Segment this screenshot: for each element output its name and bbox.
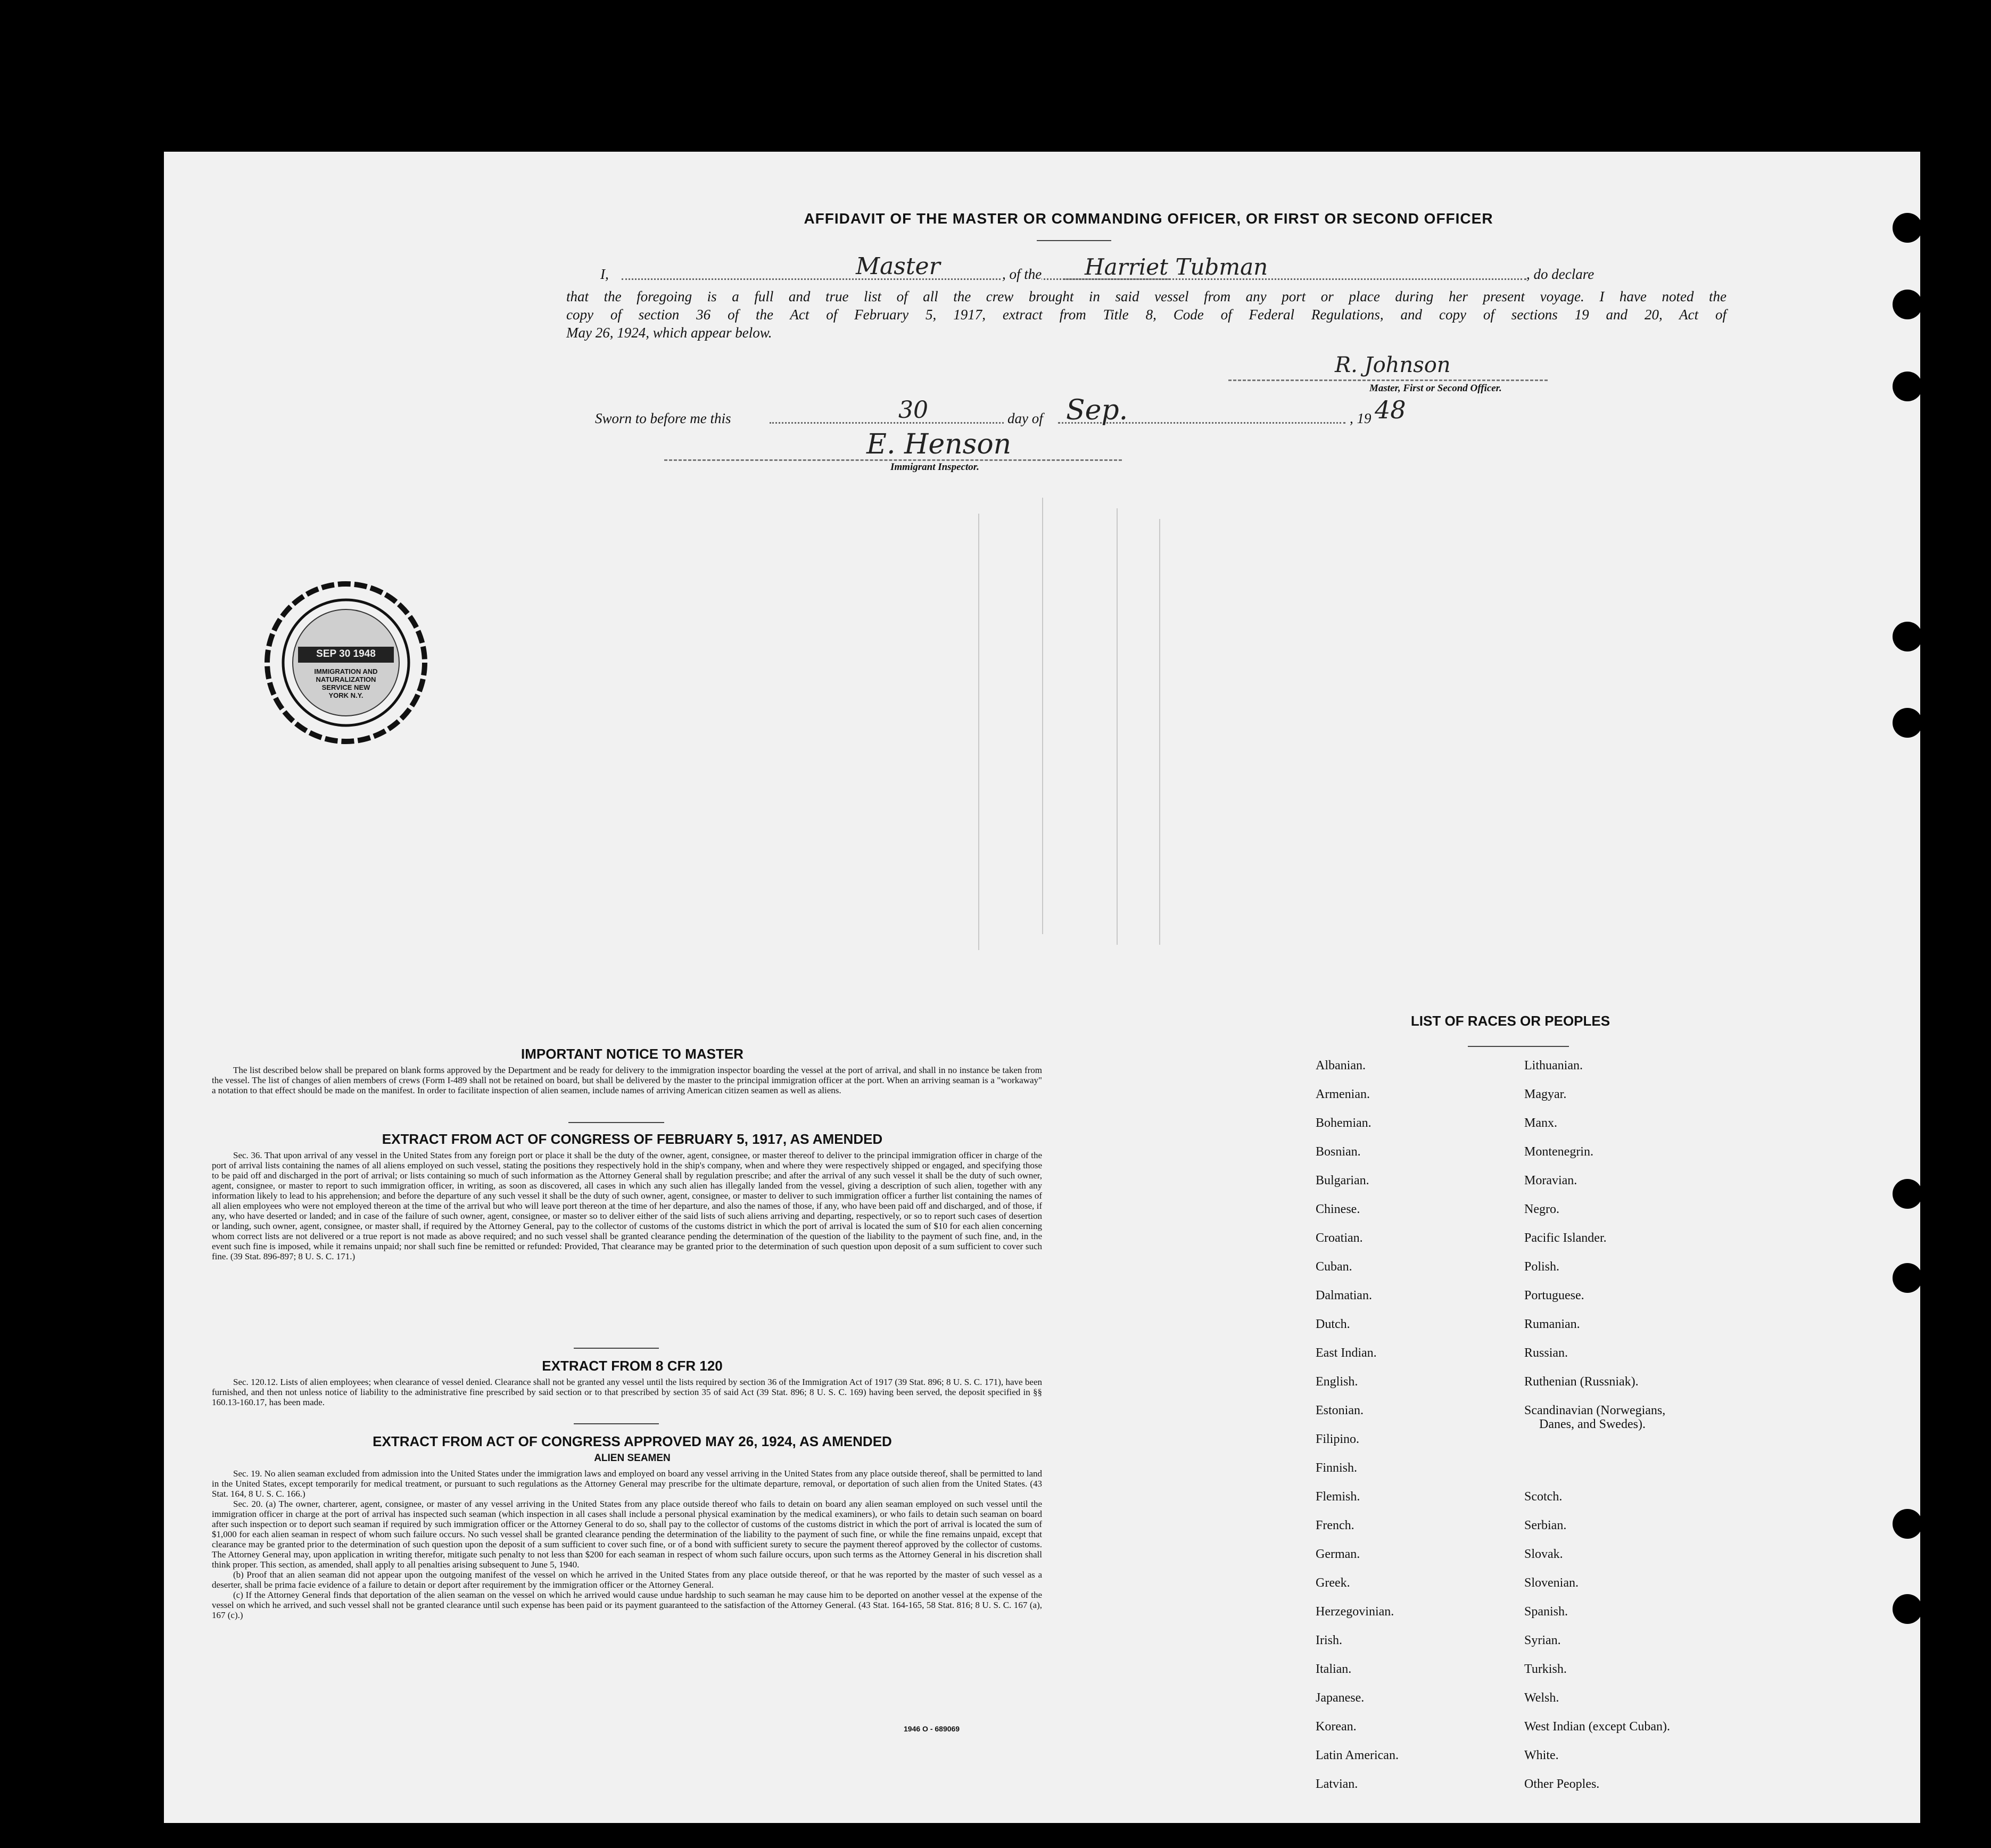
race-left-19: Greek.	[1316, 1576, 1350, 1590]
stamp-text: IMMIGRATION AND NATURALIZATION SERVICE NEW YORK N.Y.	[314, 667, 378, 699]
race-left-22: Italian.	[1316, 1662, 1352, 1676]
race-right-13-cont: Danes, and Swedes).	[1539, 1417, 1646, 1431]
race-left-16: Flemish.	[1316, 1490, 1360, 1504]
race-right-14: Scotch.	[1524, 1490, 1563, 1504]
race-right-5: Moravian.	[1524, 1174, 1577, 1187]
section-rule	[568, 1122, 664, 1123]
race-right-9: Portuguese.	[1524, 1289, 1584, 1302]
section-20a: Sec. 20. (a) The owner, charterer, agent, consignee, or master of any vessel arriving in the United States from any place outside thereof who fails to detain on board any alien seaman employed on such vessel until the immigration officer in charge at the port of arrival has inspected such seaman (which inspection in all cases shall include a personal physical examination by the medical examiners), or who fails to detain such seaman on board after such inspection or to deport such seaman if required by such immigration officer or the Attorney General to do so, shall pay to the collector of customs of the customs district in which the port of arrival is located the sum of $1,000 for each alien seaman in respect of whom such failure occurs. No such vessel shall be granted clearance pending the determination of the liability to the payment of such fine, or while the fine remains unpaid, except that clearance may be granted prior to the determination of such question upon the deposit of a sum sufficient to cover such fine, or of a bond with sufficient surety to secure the payment thereof approved by the collector of customs. The Attorney General may, upon application in writing therefor, mitigate such penalty to not less than $200 for each seaman in respect of whom such failure occurs, upon such terms as the Attorney General in his discretion shall think proper. This section, as amended, shall apply to all penalties arising subsequent to June 5, 1940.	[212, 1499, 1042, 1570]
race-right-15: Serbian.	[1524, 1519, 1567, 1532]
extract-1917-title: EXTRACT FROM ACT OF CONGRESS OF FEBRUARY 5, 1917, AS AMENDED	[382, 1131, 883, 1147]
signature-line	[1228, 380, 1548, 381]
section-20c: (c) If the Attorney General finds that deportation of the alien seaman on the vessel on which he arrived would cause undue hardship to such seaman he may cause him to be deported on another vessel at the expense of the vessel on which he arrived, and such vessel shall not be granted clearance until such expense has been paid or its payment guaranteed to the satisfaction of the Attorney General. (43 Stat. 164-165, 58 Stat. 816; 8 U. S. C. 167 (a), 167 (c).)	[212, 1590, 1042, 1620]
vessel-name-handwritten: Harriet Tubman	[1085, 254, 1268, 280]
section-20b: (b) Proof that an alien seaman did not appear upon the outgoing manifest of the vessel on which he arrived in the United States from any place outside thereof, or that he was reported by the master of such vessel as a deserter, shall be prima facie evidence of a failure to detain or deport after requirement by the immigration officer or the Attorney General.	[212, 1570, 1042, 1590]
notice-body: The list described below shall be prepared on blank forms approved by the Department and be ready for delivery to the immigration inspector boarding the vessel at the port of arrival, and shall in no instance be taken from the vessel. The list of changes of alien members of crews (Form I-489 shall not be retained on board, but shall be delivered by the master to the principal immigration officer at the port. When an arriving seaman is a "workaway" a notation to that effect should be made on the manifest. In order to facilitate inspection of alien seamen, include names of arriving American citizen seamen as well as aliens.	[212, 1065, 1042, 1095]
affidavit-body-line: May 26, 1924, which appear below.	[566, 325, 772, 341]
race-right-18: Spanish.	[1524, 1605, 1568, 1619]
day-of-label: day of	[1007, 410, 1043, 426]
race-right-16: Slovak.	[1524, 1547, 1563, 1561]
punch-hole-icon	[1893, 1179, 1922, 1209]
print-code: 1946 O - 689069	[904, 1725, 960, 1733]
race-right-6: Negro.	[1524, 1202, 1559, 1216]
extract-1924-body	[212, 1468, 1042, 1620]
year-handwritten: 48	[1375, 395, 1406, 424]
day-handwritten: 30	[898, 397, 928, 424]
race-left-21: Irish.	[1316, 1634, 1342, 1647]
race-left-25: Latin American.	[1316, 1748, 1399, 1762]
bleed-through-line	[978, 514, 979, 950]
race-right-17: Slovenian.	[1524, 1576, 1579, 1590]
race-left-9: Dalmatian.	[1316, 1289, 1372, 1302]
race-right-3: Manx.	[1524, 1116, 1557, 1130]
punch-hole-icon	[1893, 372, 1922, 401]
extract-1924-subtitle: ALIEN SEAMEN	[594, 1453, 671, 1464]
race-left-4: Bosnian.	[1316, 1145, 1361, 1159]
race-left-24: Korean.	[1316, 1720, 1357, 1734]
race-left-20: Herzegovinian.	[1316, 1605, 1394, 1619]
do-declare-label: , do declare	[1526, 266, 1595, 282]
race-left-12: English.	[1316, 1375, 1358, 1389]
punch-hole-icon	[1893, 290, 1922, 319]
bleed-through-line	[1042, 498, 1043, 934]
stamp-seal-icon	[263, 580, 428, 745]
race-left-18: German.	[1316, 1547, 1360, 1561]
race-right-4: Montenegrin.	[1524, 1145, 1593, 1159]
year-prefix: , 19	[1350, 410, 1372, 426]
race-right-12: Ruthenian (Russniak).	[1524, 1375, 1639, 1389]
race-right-21: Welsh.	[1524, 1691, 1559, 1705]
punch-hole-icon	[1893, 1509, 1922, 1539]
punch-hole-icon	[1893, 213, 1922, 243]
affidavit-body	[566, 287, 1726, 342]
affidavit-title: AFFIDAVIT OF THE MASTER OR COMMANDING OFFICER, OR FIRST OR SECOND OFFICER	[804, 210, 1493, 227]
race-left-3: Bohemian.	[1316, 1116, 1372, 1130]
race-right-22: West Indian (except Cuban).	[1524, 1720, 1670, 1734]
immigration-stamp	[263, 580, 428, 745]
bleed-through-line	[1159, 519, 1160, 945]
punch-hole-icon	[1893, 622, 1922, 651]
section-rule	[574, 1423, 659, 1424]
master-name-handwritten: Master	[856, 253, 940, 280]
race-right-8: Polish.	[1524, 1260, 1560, 1274]
of-the-label: , of the	[1002, 266, 1042, 282]
affidavit-body-line: that the foregoing is a full and true list of all the crew brought in said vessel from any port or place during her present voyage. I have noted the	[566, 288, 1726, 304]
affidavit-lead: I,	[600, 266, 609, 282]
race-left-23: Japanese.	[1316, 1691, 1365, 1705]
race-right-1: Lithuanian.	[1524, 1059, 1583, 1072]
stamp-date: SEP 30 1948	[316, 648, 376, 659]
race-right-24: Other Peoples.	[1524, 1777, 1600, 1791]
race-right-13: Scandinavian (Norwegians,	[1524, 1404, 1666, 1417]
section-19: Sec. 19. No alien seaman excluded from admission into the United States under the immigration laws and employed on board any vessel arriving in the United States from any place outside thereof, shall be permitted to land in the United States, except temporarily for medical treatment, or pursuant to such regulations as the Attorney General may prescribe for the ultimate departure, removal, or deportation of such alien from the United States. (43 Stat. 164, 8 U. S. C. 166.)	[212, 1468, 1042, 1499]
race-left-11: East Indian.	[1316, 1346, 1377, 1360]
race-right-11: Russian.	[1524, 1346, 1568, 1360]
race-left-7: Croatian.	[1316, 1231, 1363, 1245]
race-right-7: Pacific Islander.	[1524, 1231, 1607, 1245]
races-title: LIST OF RACES OR PEOPLES	[1410, 1013, 1610, 1029]
punch-hole-icon	[1893, 1594, 1922, 1624]
day-line	[770, 422, 1004, 424]
extract-1917-body: Sec. 36. That upon arrival of any vessel in the United States from any foreign port or place it shall be the duty of the owner, agent, consignee, or master thereof to deliver to the principal immigration officer in charge of the port of arrival lists containing the names of all aliens employed on such vessel, stating the positions they respectively hold in the ship's company, when and where they were respectively shipped or engaged, and specifying those to be paid off and discharged in the port of arrival; or lists containing so much of such information as the Attorney General shall by regulation prescribe; and after the arrival of any such vessel it shall be the duty of such owner, agent, consignee, or master to report to such immigration officer, in writing, as soon as discovered, all cases in which any such alien has illegally landed from the vessel, giving a description of such alien, together with any information likely to lead to his apprehension; and before the departure of any such vessel it shall be the duty of such owner, agent, consignee, or master to deliver to such immigration officer a further list containing the names of all alien employees who were not employed thereon at the time of the arrival but who will leave port thereon at the time of her departure, and also the names of those, if any, who have been paid off and discharged, and of those, if any, who have deserted or landed; and in case of the failure of such owner, agent, consignee, or master so to deliver either of the said lists of such aliens arriving and departing, respectively, or so to report such cases of desertion or landing, such owner, agent, consignee, or master shall, if required by the Attorney General, pay to the collector of customs of the customs district in which the port of arrival is located the sum of $10 for each alien concerning whom correct lists are not delivered or a true report is not made as above required; and no such vessel shall be granted clearance pending the determination of the question of the liability to the payment of such fine, and, in the event such fine is imposed, while it remains unpaid; nor shall such fine be remitted or refunded: Provided, That clearance may be granted prior to the determination of such question upon deposit of a sum sufficient to cover such fine. (39 Stat. 896-897; 8 U. S. C. 171.)	[212, 1150, 1042, 1261]
race-right-20: Turkish.	[1524, 1662, 1567, 1676]
race-right-19: Syrian.	[1524, 1634, 1561, 1647]
race-left-8: Cuban.	[1316, 1260, 1352, 1274]
sworn-label: Sworn to before me this	[595, 410, 731, 426]
race-left-13: Estonian.	[1316, 1404, 1364, 1417]
signature-label: Master, First or Second Officer.	[1369, 383, 1502, 394]
bleed-through-line	[1117, 508, 1118, 945]
races-title-rule	[1468, 1046, 1569, 1047]
month-handwritten: Sep.	[1066, 394, 1128, 426]
race-left-2: Armenian.	[1316, 1087, 1370, 1101]
race-left-26: Latvian.	[1316, 1777, 1358, 1791]
race-left-14: Filipino.	[1316, 1432, 1360, 1446]
race-right-23: White.	[1524, 1748, 1559, 1762]
signature-handwritten: R. Johnson	[1335, 353, 1451, 377]
race-left-17: French.	[1316, 1519, 1354, 1532]
inspector-label: Immigrant Inspector.	[890, 461, 979, 473]
extract-cfr-body: Sec. 120.12. Lists of alien employees; when clearance of vessel denied. Clearance shall not be granted any vessel until the lists required by section 36 of the Immigration Act of 1917 (39 Stat. 896; 8 U. S. C. 171), have been furnished, and then not unless notice of liability to the administrative fine prescribed by said section or to that prescribed by section 35 of said Act (39 Stat. 896; 8 U. S. C. 169) having been served, the deposit specified in §§ 160.13-160.17, has been made.	[212, 1377, 1042, 1407]
notice-title: IMPORTANT NOTICE TO MASTER	[521, 1046, 743, 1062]
race-right-10: Rumanian.	[1524, 1317, 1580, 1331]
punch-hole-icon	[1893, 1263, 1922, 1293]
extract-cfr-title: EXTRACT FROM 8 CFR 120	[542, 1358, 723, 1374]
race-left-1: Albanian.	[1316, 1059, 1366, 1072]
section-rule	[574, 1348, 659, 1349]
inspector-handwritten: E. Henson	[866, 428, 1012, 460]
race-left-15: Finnish.	[1316, 1461, 1358, 1475]
document-page	[164, 152, 1920, 1823]
race-left-6: Chinese.	[1316, 1202, 1360, 1216]
title-rule	[1037, 240, 1111, 241]
race-left-10: Dutch.	[1316, 1317, 1350, 1331]
extract-1924-title: EXTRACT FROM ACT OF CONGRESS APPROVED MAY 26, 1924, AS AMENDED	[373, 1433, 892, 1449]
race-right-2: Magyar.	[1524, 1087, 1567, 1101]
punch-hole-icon	[1893, 708, 1922, 738]
affidavit-body-line: copy of section 36 of the Act of February 5, 1917, extract from Title 8, Code of Federal Regulations, and copy of sections 19 and 20, Act of	[566, 307, 1726, 323]
race-left-5: Bulgarian.	[1316, 1174, 1369, 1187]
